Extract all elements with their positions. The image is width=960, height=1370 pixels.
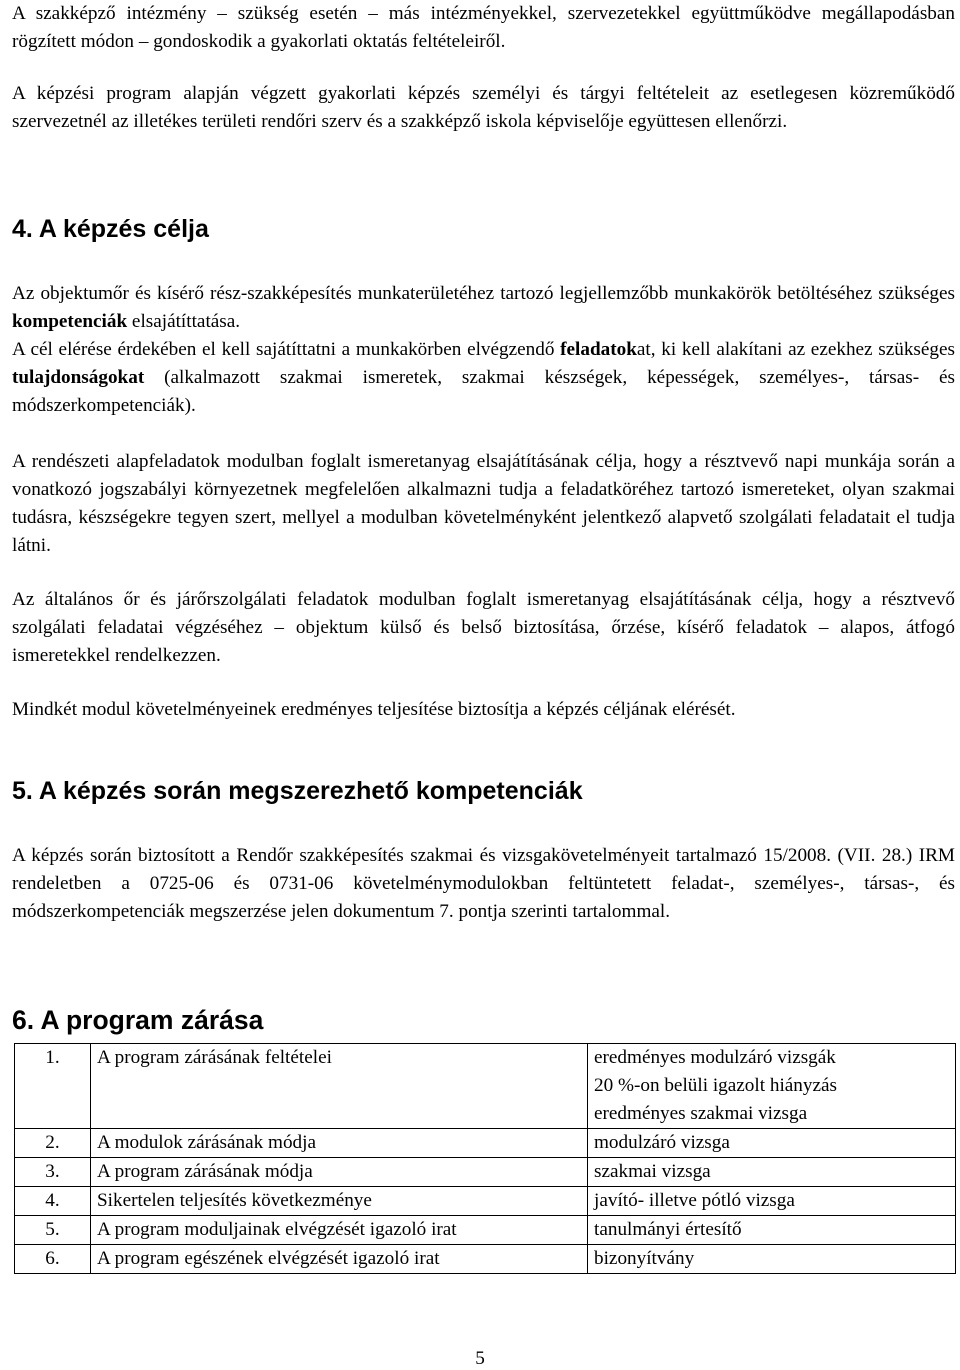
paragraph-text: A szakképző intézmény – szükség esetén – más intézményekkel, szervezetekkel együttműködve megállapodásban rögzített módon – gondoskodik a gyakorlati oktatás feltételeiről. [12, 3, 955, 52]
row-value [588, 1245, 956, 1274]
row-label: A program zárásának feltételei [91, 1044, 588, 1129]
page-number: 5 [475, 1348, 485, 1369]
row-value-line: bizonyítvány [594, 1248, 695, 1269]
table-row [15, 1129, 956, 1158]
row-label: A program moduljainak elvégzését igazoló irat [91, 1216, 588, 1245]
row-number: 1. [15, 1044, 91, 1129]
table-row [15, 1187, 956, 1216]
row-value [588, 1158, 956, 1187]
row-value [588, 1129, 956, 1158]
row-value-line: eredményes szakmai vizsga [594, 1103, 808, 1124]
section-5-paragraph: A képzés során biztosított a Rendőr szakképesítés szakmai és vizsgakövetelményeit tartalmazó 15/2008. (VII. 28.) IRM rendeletben a 0725-06 és 0731-06 követelménymodulokban feltüntetett feladat-, személyes-, társas-, és módszerkompetenciák megszerzése jelen dokumentum 7. pontja szerinti tartalommal. [12, 845, 955, 922]
row-label: A program egészének elvégzését igazoló irat [91, 1245, 588, 1274]
row-label: A modulok zárásának módja [91, 1129, 588, 1158]
section-4-paragraph-2: A cél elérése érdekében el kell sajátíttatni a munkakörben elvégzendő feladatokat, ki kell alakítani az ezekhez szükséges tulajdonságokat (alkalmazott szakmai ismeretek, szakmai készségek, képességek, személyes-, társas- és módszerkompetenciák). [12, 339, 955, 416]
row-label: Sikertelen teljesítés következménye [91, 1187, 588, 1216]
row-number: 4. [15, 1187, 91, 1216]
row-number: 5. [15, 1216, 91, 1245]
row-value-line: tanulmányi értesítő [594, 1219, 742, 1240]
table-row [15, 1044, 956, 1129]
row-value-line: eredményes modulzáró vizsgák [594, 1047, 836, 1068]
row-value [588, 1216, 956, 1245]
section-4-paragraph-1: Az objektumőr és kísérő rész-szakképesítés munkaterületéhez tartozó legjellemzőbb munkakörök betöltéséhez szükséges kompetenciák elsajátíttatása. [12, 283, 955, 332]
row-value-line: szakmai vizsga [594, 1161, 711, 1182]
section-5-heading: 5. A képzés során megszerezhető kompetenciák [12, 777, 583, 805]
section-4-paragraph-5: Mindkét modul követelményeinek eredményes teljesítése biztosítja a képzés céljának elérését. [12, 699, 736, 720]
row-value-line: javító- illetve pótló vizsga [594, 1190, 795, 1211]
program-closure-table [14, 1043, 956, 1274]
row-value [588, 1187, 956, 1216]
row-value-line: 20 %-on belüli igazolt hiányzás [594, 1075, 837, 1096]
row-number: 6. [15, 1245, 91, 1274]
row-number: 2. [15, 1129, 91, 1158]
paragraph-text: A képzési program alapján végzett gyakorlati képzés személyi és tárgyi feltételeit az esetlegesen közreműködő szervezetnél az illetékes területi rendőri szerv és a szakképző iskola képviselője együttesen ellenőrzi. [12, 83, 955, 132]
row-label: A program zárásának módja [91, 1158, 588, 1187]
paragraph-practical-conditions [12, 0, 955, 56]
row-number: 3. [15, 1158, 91, 1187]
paragraph-inspection [12, 80, 955, 136]
row-value-line: modulzáró vizsga [594, 1132, 730, 1153]
table-row [15, 1158, 956, 1187]
table-row [15, 1216, 956, 1245]
section-4-paragraph-3: A rendészeti alapfeladatok modulban foglalt ismeretanyag elsajátításának célja, hogy a résztvevő napi munkája során a vonatkozó jogszabályi környezetnek megfelelően alkalmazni tudja a feladatköréhez tartozó ismereteket, olyan szakmai tudásra, készségekre tegyen szert, mellyel a modulban követelményként jelentkező alapvető szolgálati feladatait el tudja látni. [12, 451, 955, 556]
section-4-heading: 4. A képzés célja [12, 215, 209, 243]
table-row [15, 1245, 956, 1274]
row-value [588, 1044, 956, 1129]
section-6-heading: 6. A program zárása [12, 1005, 264, 1035]
section-4-paragraph-4: Az általános őr és járőrszolgálati feladatok modulban foglalt ismeretanyag elsajátításának célja, hogy a résztvevő szolgálati feladatai végzéséhez – objektum külső és belső biztosítása, őrzése, kísérő feladatok – alapos, átfogó ismeretekkel rendelkezzen. [12, 589, 955, 666]
